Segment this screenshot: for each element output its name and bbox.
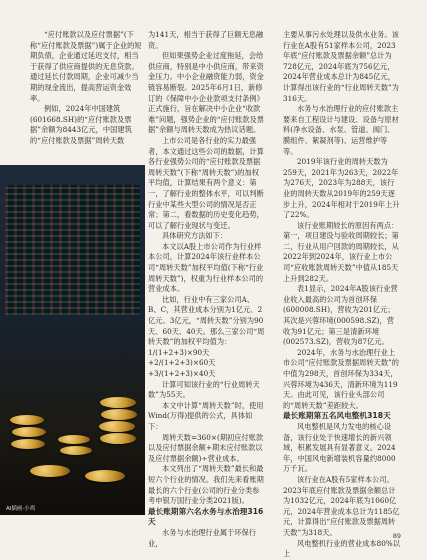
article-illustration (0, 165, 145, 515)
section-heading: 最长账期第六名水务与水治理316天 (148, 506, 264, 527)
paragraph: 风电整机是风力发电的核心设备，该行业处于快速增长的新兴领域，积累发展具有显著意义。2024年，中国风电新增装机容量约8000万千瓦。 (283, 421, 396, 474)
paragraph: 2024年，水务与水治理行业上市公司“应付账款及票据周转天数”的中值为298天，首创环保为334天，兴蓉环境为436天，清新环境为119天。由此可见，该行业头部公司的“周转天数”差距较大。 (283, 347, 400, 410)
paragraph: “应付账款以及应付票据”(下称“应付账款及票据”)属于企业的短期负债，企业通过延迟支付，相当于获得了供应商提供的无息贷款。通过延长付款周期，企业可减少当期的现金流出，提高营运资金效率。 (30, 30, 142, 103)
paragraph: 表1显示，2024年A股该行业营业收入最高的公司为首创环保(600008.SH)，营收为201亿元；其次是兴蓉环境(000598.SZ)，营收为91亿元；第三是清新环境(002573.SZ)，营收为87亿元。 (283, 284, 398, 347)
image-caption: AI插画·小鸡 (6, 506, 36, 512)
paragraph: 上市公司是各行业的实力最强者，本文通过这些公司的数据，计算各行业强势公司的“应付账款及票据周转天数”(下称“周转天数”)的加权平均值，计算结果有两个意义：第一，了解行业的整体水平，可以判断行业中某些大型公司的情况是否正常；第二，看数据的历史变化趋势，可以了解行业现状与变迁。 (148, 135, 264, 230)
text-column-1 (30, 30, 142, 147)
paragraph: 主要从事污水处理以及供水业务。该行业在A股有51家样本公司，2023年底“应付账款及票据余额”总计为728亿元，2024年底为756亿元，2024年营业成本总计为845亿元，计算得出该行业的“行业周转天数”为316天。 (283, 30, 400, 103)
paragraph: 水务与水治理行业的应付账款主要来自工程设计与建设、设备与原材料(净水设备、水泵、管道、阀门、膜组件、絮凝剂等)、运营维护等等。 (283, 104, 399, 156)
section-heading: 最长账期第五名风电整机318天 (283, 411, 391, 421)
stock-screen-image (5, 185, 140, 315)
paragraph: 该行业账期较长的原因有两点：第一，项目建设与验收周期较长；第二，行业从用户回款的周期较长，从2022年到2024年，该行业上市公司“应收账款周转天数”中值从185天上升到282天。 (283, 220, 399, 283)
paragraph: 例如，2024年中国建筑(601668.SH)的“应付账款及票据”余额为8443亿元，中国建筑的“应付账款及票据”周转天数 (30, 104, 132, 145)
page-number: 89 (392, 532, 401, 540)
paragraph: 该行业在A股有5家样本公司。2023年底应付账款及票据余额总计为1032亿元，2024年底为1060亿元，2024年营业成本总计为1185亿元，计算得出“应付账款及票据周转天数”为318天。 (283, 474, 400, 537)
paragraph: 比如，行业中有三家公司A、B、C，其营业成本分别为1亿元、2亿元、3亿元，“周转天数”分别为90天、60天、40天。那么三家公司“周转天数”的加权平均值为： (148, 294, 265, 347)
paragraph: 2019年该行业的周转天数为259天，2021年为263天，2022年为276天，2023年为288天，该行业的周转天数从2019年的259天逐步上升，2024年相对于2019年上升了22%。 (283, 157, 400, 220)
paragraph: 本文中计算“周转天数”时，使用Wind(万得)提供的公式，具体如下： (148, 400, 264, 431)
text-column-2 (148, 30, 266, 549)
paragraph: 本文列出了“周转天数”最长和最短六个行业的情况。我们先来看账期最长的六个行业(公司的行业分类参考申银万国行业分类2021版)。 (148, 464, 264, 506)
paragraph: 水务与水治理行业属于环保行业， (148, 527, 257, 548)
paragraph: 为141天，相当于获得了巨额无息融资。 (148, 30, 264, 50)
paragraph: 本文以A股上市公司作为行业样本公司，计算2024年该行业样本公司“周转天数”加权平均值(下称“行业周转天数”)，权重为行业样本公司的营业成本。 (148, 241, 264, 294)
paragraph: 具体研究方法如下： (162, 231, 228, 241)
paragraph: 计算可知该行业的“行业周转天数”为55天。 (148, 379, 260, 400)
formula: 1/(1+2+3)×90天+2/(1+2+3)×60天+3/(1+2+3)×40天 (148, 347, 216, 378)
formula: 周转天数=360×(期初应付账款以及应付票据余额+期末应付账款以及应付票据余额)÷营业成本。 (148, 432, 264, 463)
paragraph: 风电整机行业的营业成本80%以上 (283, 538, 400, 559)
paragraph: 但如果强势企业过度拖延，会给供应商，特别是中小供应商，带来资金压力。中小企业融资能力弱，资金链容易断裂。2025年6月1日，新修订的《保障中小企业款项支付条例》正式施行，旨在解决中小企业“收款难”问题，强势企业的“应付账款及票据”余额与周转天数成为热议话题。 (148, 51, 265, 135)
text-column-3 (283, 30, 401, 560)
